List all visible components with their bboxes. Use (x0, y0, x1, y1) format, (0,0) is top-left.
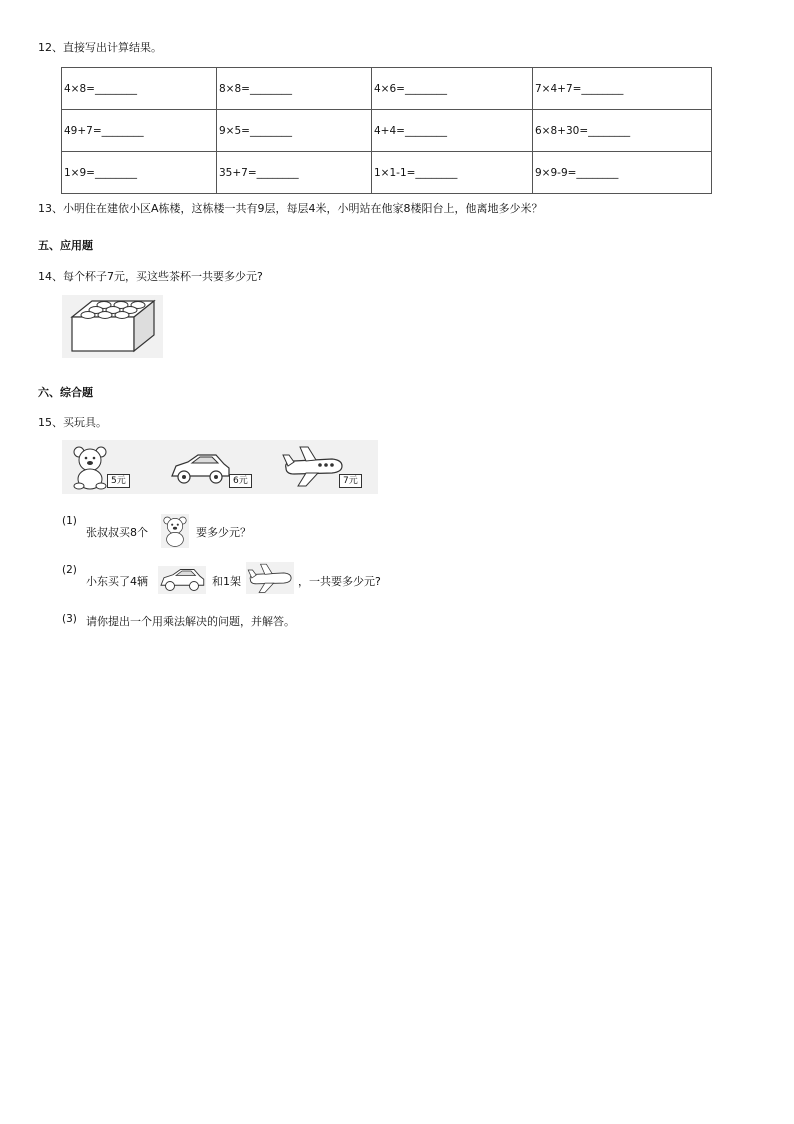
q12-title: 12、直接写出计算结果。 (38, 41, 162, 54)
table-row (62, 110, 712, 152)
toy-car-icon (168, 452, 232, 486)
calc-cell: 9×5=________ (217, 110, 372, 152)
calc-table (61, 67, 712, 194)
q13-text: 13、小明住在建依小区A栋楼，这栋楼一共有9层，每层4米，小明站在他家8楼阳台上，他离地多少米？ (38, 202, 543, 215)
toys-image (62, 440, 378, 494)
calc-cell: 4+4=________ (372, 110, 533, 152)
calc-cell: 1×9=________ (62, 152, 217, 194)
calc-cell: 9×9-9=________ (533, 152, 712, 194)
sub-question-2-number: (2) (62, 564, 77, 576)
calc-cell: 1×1-1=________ (372, 152, 533, 194)
calc-cell: 7×4+7=________ (533, 68, 712, 110)
table-row (62, 152, 712, 194)
calc-cell: 8×8=________ (217, 68, 372, 110)
sub-question-1-number: (1) (62, 515, 77, 527)
sub-question-2-middle: 和1架 (212, 575, 241, 588)
teddy-bear-icon (70, 444, 110, 490)
calc-cell: 4×8=________ (62, 68, 217, 110)
section-6-title: 六、综合题 (38, 386, 93, 399)
bear-price-tag: 5元 (107, 474, 130, 488)
q15-text: 15、买玩具。 (38, 416, 107, 429)
sub-question-3-number: (3) (62, 613, 77, 625)
table-row (62, 68, 712, 110)
toy-car-icon (158, 566, 206, 594)
section-5-title: 五、应用题 (38, 239, 93, 252)
sub-question-1-after: 要多少元？ (196, 526, 251, 539)
teddy-bear-icon (161, 514, 189, 548)
toy-airplane-icon (280, 444, 346, 488)
sub-question-2-after: ，一共要多少元? (298, 575, 381, 588)
plane-price-tag: 7元 (339, 474, 362, 488)
calc-cell: 4×6=________ (372, 68, 533, 110)
car-price-tag: 6元 (229, 474, 252, 488)
q14-text: 14、每个杯子7元，买这些茶杯一共要多少元? (38, 270, 263, 283)
calc-cell: 35+7=________ (217, 152, 372, 194)
calc-cell: 49+7=________ (62, 110, 217, 152)
toy-airplane-icon (246, 562, 294, 594)
cup-box-image (62, 295, 163, 358)
sub-question-1-before: 张叔叔买8个 (86, 526, 148, 539)
calc-cell: 6×8+30=________ (533, 110, 712, 152)
sub-question-3-text: 请你提出一个用乘法解决的问题，并解答。 (86, 615, 295, 628)
sub-question-2-before: 小东买了4辆 (86, 575, 148, 588)
